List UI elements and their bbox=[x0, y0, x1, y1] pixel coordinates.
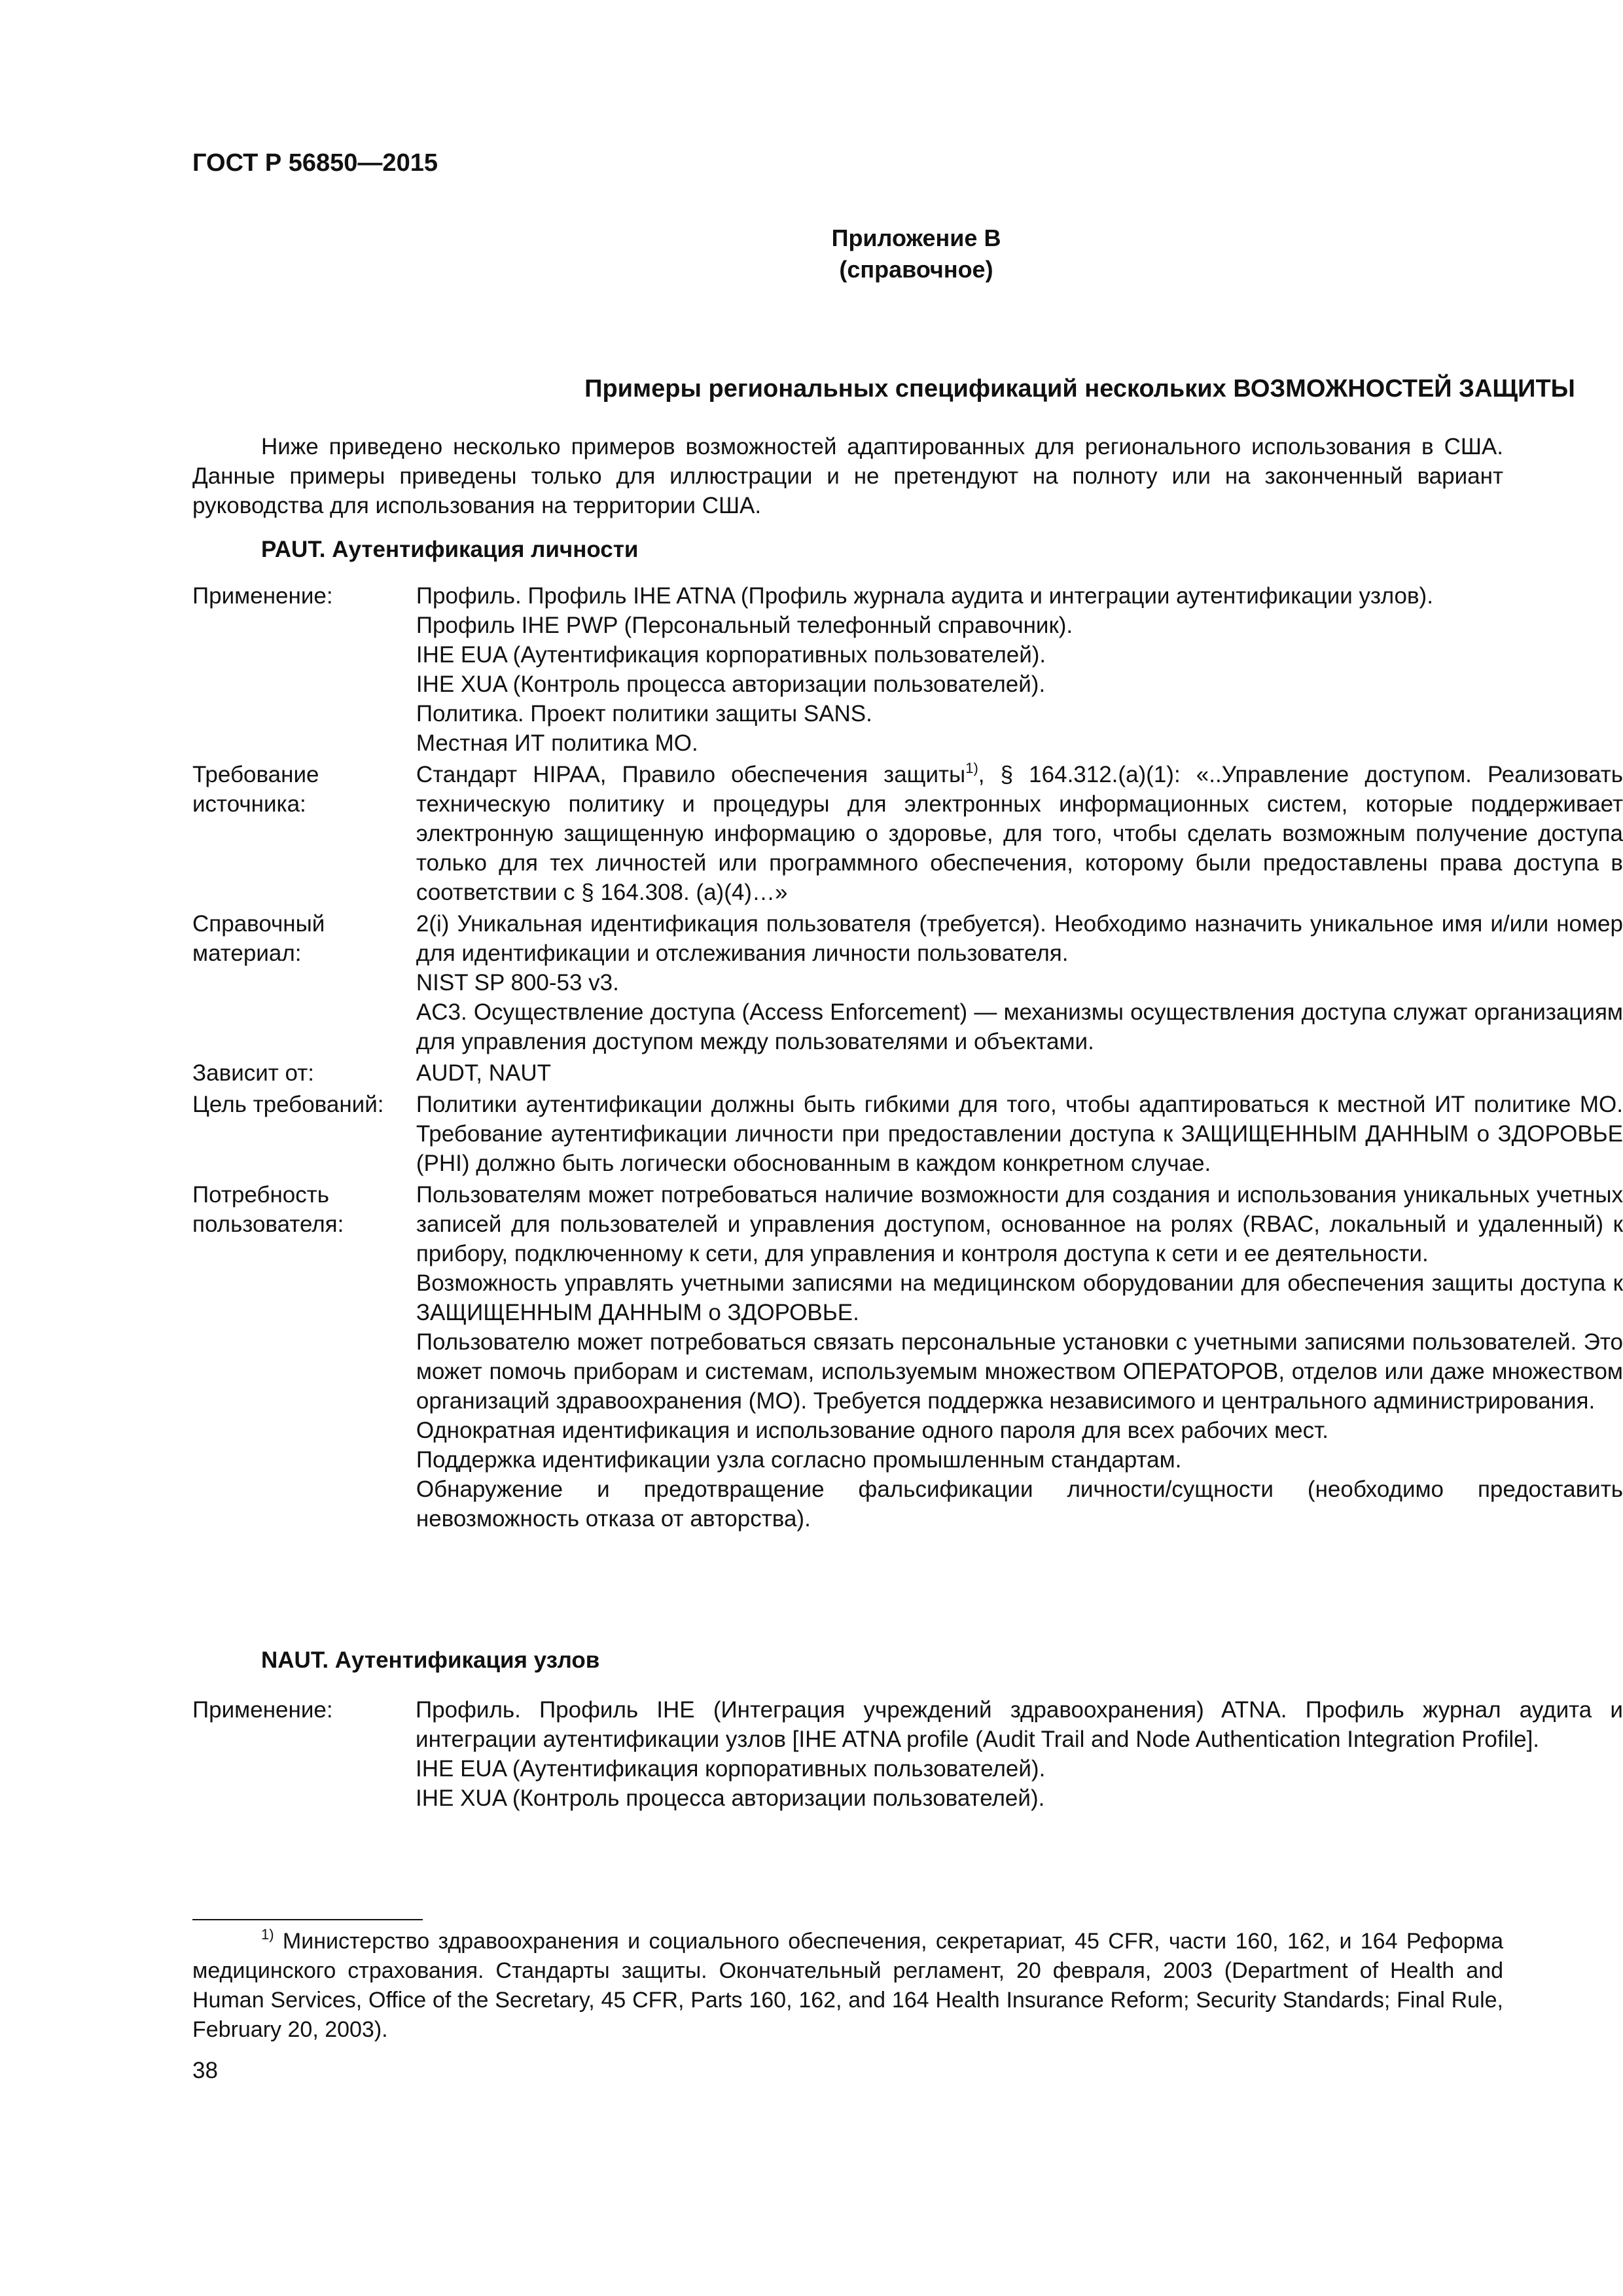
paut-application-label: Применение: bbox=[192, 583, 333, 609]
paut-source-label bbox=[192, 758, 416, 907]
naut-heading: NAUT. Аутентификация узлов bbox=[261, 1647, 600, 1673]
naut-application-value bbox=[416, 1695, 1623, 1813]
intro-paragraph bbox=[192, 432, 1503, 520]
footnote bbox=[192, 1927, 1503, 2045]
paut-reference-paragraph: 2(i) Уникальная идентификация пользователя (требуется). Необходимо назначить уникальное имя и/или номер для идентификации и отслеживания личности пользователя. bbox=[416, 911, 1623, 966]
paut-reference-label bbox=[192, 907, 416, 1056]
paut-need-label-line: Потребность bbox=[192, 1182, 330, 1208]
paut-need-paragraph: Поддержка идентификации узла согласно промышленным стандартам. bbox=[416, 1447, 1182, 1473]
paut-need-value bbox=[416, 1178, 1623, 1534]
paut-goal-value: Политики аутентификации должны быть гибкими для того, чтобы адаптироваться к местной ИТ политике МО. Требование аутентификации личности при предоставлении доступа к ЗАЩИЩЕННЫМ ДАННЫМ о ЗДОРОВЬЕ (PHI) должно быть логически обоснованным в каждом конкретном случае. bbox=[416, 1092, 1623, 1176]
naut-application-row bbox=[192, 1695, 1623, 1813]
paut-need-paragraph: Пользователям может потребоваться наличие возможности для создания и использования уникальных учетных записей для пользователей и управления доступом, основанное на ролях (RBAC, локальный и удаленный) к прибору, подключенному к сети, для управления и контроля доступа к сети и ее деятельности. bbox=[416, 1182, 1623, 1266]
appendix-title: Приложение В bbox=[831, 224, 1001, 251]
paut-application-line: Профиль IHE PWP (Персональный телефонный справочник). bbox=[416, 613, 1073, 638]
naut-application-paragraph: IHE EUA (Аутентификация корпоративных пользователей). bbox=[416, 1756, 1046, 1782]
paut-source-text: Стандарт HIPAA, Правило обеспечения защиты bbox=[416, 762, 966, 787]
paut-source-row bbox=[192, 758, 1623, 907]
naut-application-label: Применение: bbox=[192, 1697, 333, 1723]
paut-need-row bbox=[192, 1178, 1623, 1534]
naut-table bbox=[192, 1695, 1623, 1813]
footnote-reference[interactable]: 1) bbox=[965, 760, 978, 776]
paut-source-text-continued: , § 164.312.(a)(1): «..Управление доступом. Реализовать техническую политику и процедуры для электронных информационных систем, которые поддерживает электронную защищенную информацию о здоровье, для того, чтобы сделать возможным получение доступа только для тех личностей или программного обеспечения, которому были предоставлены права доступа в соответствии с § 164.308. (a)(4)…» bbox=[416, 762, 1623, 905]
naut-application-paragraph: IHE XUA (Контроль процесса авторизации пользователей). bbox=[416, 1785, 1045, 1811]
paut-depends-label: Зависит от: bbox=[192, 1060, 315, 1086]
paut-depends-row bbox=[192, 1056, 1623, 1088]
paut-heading: PAUT. Аутентификация личности bbox=[261, 537, 639, 562]
paut-need-label bbox=[192, 1178, 416, 1534]
paut-need-paragraph: Пользователю может потребоваться связать персональные установки с учетными записями пользователей. Это может помочь приборам и системам, используемым множеством ОПЕРАТОРОВ, отделов или даже множеством организаций здравоохранения (МО). Требуется поддержка независимого и центрального администрирования. bbox=[416, 1329, 1623, 1414]
paut-application-row bbox=[192, 581, 1623, 758]
paut-need-label-line: пользователя: bbox=[192, 1211, 344, 1237]
paut-source-value bbox=[416, 758, 1623, 907]
paut-goal-row bbox=[192, 1088, 1623, 1178]
footnote-text: Министерство здравоохранения и социального обеспечения, секретариат, 45 CFR, части 160, 162, и 164 Реформа медицинского страхования. Стандарты защиты. Окончательный регламент, 20 февраля, 2003 (Department of Health and Human Services, Office of the Secretary, 45 CFR, Parts 160, 162, and 164 Health Insurance Reform; Security Standards; Final Rule, February 20, 2003). bbox=[192, 1929, 1503, 2042]
paut-reference-label-line: Справочный bbox=[192, 911, 325, 937]
footnote-marker: 1) bbox=[261, 1926, 274, 1943]
section-title: Примеры региональных спецификаций нескольких ВОЗМОЖНОСТЕЙ ЗАЩИТЫ bbox=[584, 375, 1575, 403]
page-number: 38 bbox=[192, 2058, 218, 2083]
paut-need-paragraph: Однократная идентификация и использование одного пароля для всех рабочих мест. bbox=[416, 1418, 1329, 1443]
paut-goal-label: Цель требований: bbox=[192, 1092, 384, 1117]
paut-application-line: IHE XUA (Контроль процесса авторизации пользователей). bbox=[416, 672, 1046, 697]
paut-application-line: IHE EUA (Аутентификация корпоративных пользователей). bbox=[416, 642, 1046, 668]
paut-reference-label-line: материал: bbox=[192, 941, 302, 966]
paut-application-line: Профиль. Профиль IHE ATNA (Профиль журнала аудита и интеграции аутентификации узлов). bbox=[416, 583, 1433, 609]
document-code: ГОСТ Р 56850—2015 bbox=[192, 149, 438, 177]
paut-need-paragraph: Обнаружение и предотвращение фальсификации личности/сущности (необходимо предоставить невозможность отказа от авторства). bbox=[416, 1477, 1623, 1532]
paut-source-label-line: источника: bbox=[192, 791, 306, 817]
intro-text: Ниже приведено несколько примеров возможностей адаптированных для регионального использования в США. Данные примеры приведены только для иллюстрации и не претендуют на полноту или на законченный вариант руководства для использования на территории США. bbox=[192, 434, 1503, 518]
paut-reference-value bbox=[416, 907, 1623, 1056]
paut-application-line: Политика. Проект политики защиты SANS. bbox=[416, 701, 872, 726]
appendix-kind: (справочное) bbox=[839, 256, 993, 283]
paut-source-label-line: Требование bbox=[192, 762, 319, 787]
naut-application-paragraph: Профиль. Профиль IHE (Интеграция учреждений здравоохранения) ATNA. Профиль журнал аудита и интеграции аутентификации узлов [IHE ATNA profile (Audit Trail and Node Authentication Integration Profile]. bbox=[416, 1697, 1623, 1752]
paut-reference-paragraph: AC3. Осуществление доступа (Access Enforcement) — механизмы осуществления доступа служат организациям для управления доступом между пользователями и объектами. bbox=[416, 999, 1623, 1054]
footnote-divider bbox=[192, 1919, 423, 1920]
paut-table bbox=[192, 581, 1623, 1534]
paut-need-paragraph: Возможность управлять учетными записями на медицинском оборудовании для обеспечения защиты доступа к ЗАЩИЩЕННЫМ ДАННЫМ о ЗДОРОВЬЕ. bbox=[416, 1270, 1623, 1325]
paut-reference-paragraph: NIST SP 800-53 v3. bbox=[416, 970, 619, 996]
footnote-paragraph bbox=[192, 1927, 1503, 2045]
paut-reference-row bbox=[192, 907, 1623, 1056]
paut-application-line: Местная ИТ политика МО. bbox=[416, 730, 698, 756]
paut-application-value bbox=[416, 581, 1623, 758]
paut-depends-value: AUDT, NAUT bbox=[416, 1060, 551, 1086]
